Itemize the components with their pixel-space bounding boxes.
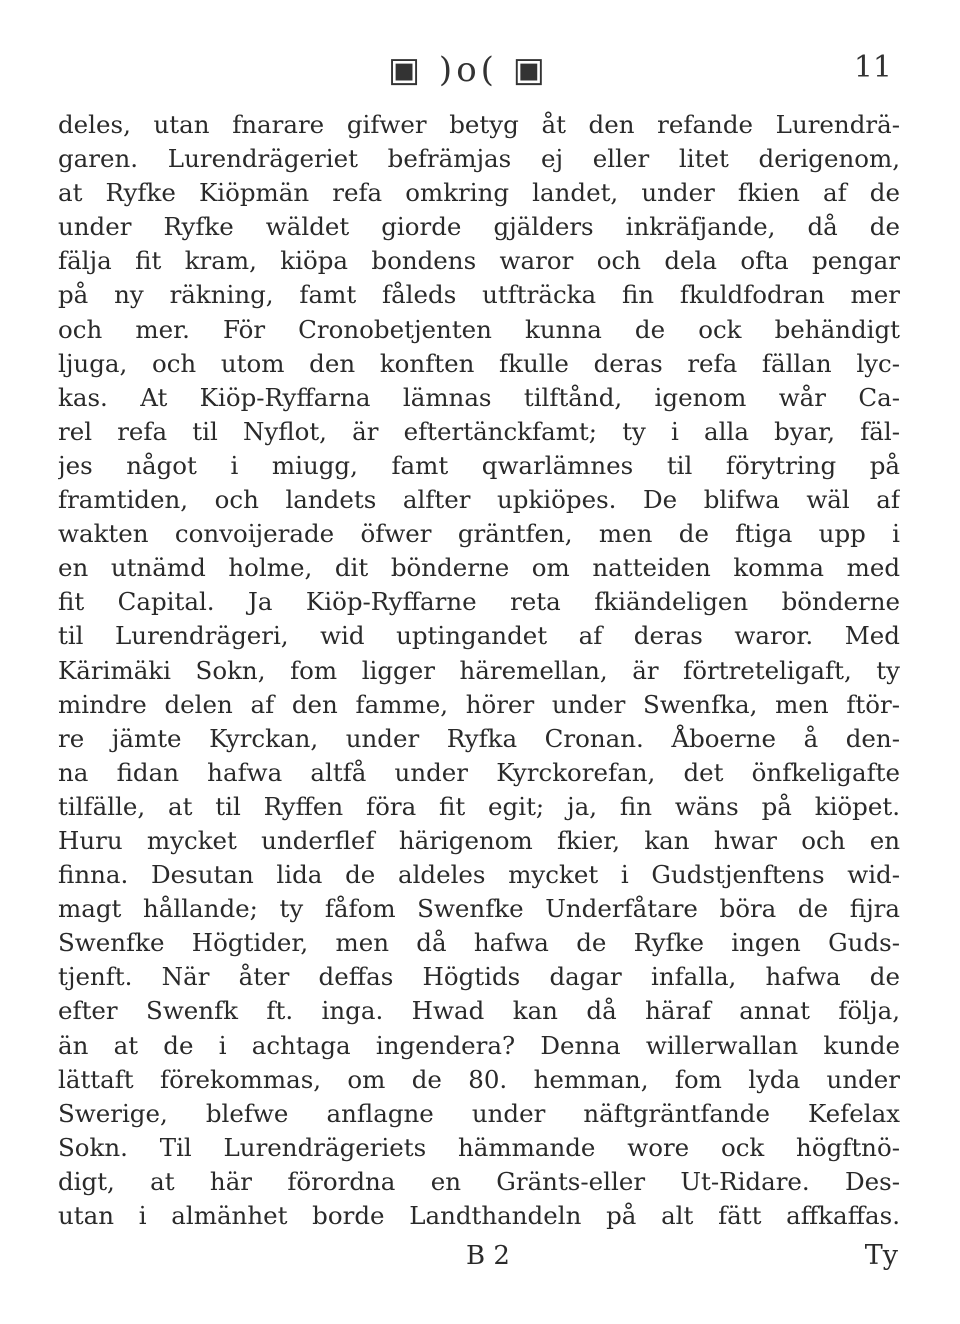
page-header xyxy=(0,46,960,96)
text-line: efter Swenfk ft. inga. Hwad kan då häraf annat följa, xyxy=(58,996,900,1026)
text-line: tilfälle, at til Ryffen föra fit egit; ja, fin wäns på kiöpet. xyxy=(58,791,900,821)
page-footer xyxy=(0,1236,960,1280)
body-text xyxy=(58,108,900,1233)
text-line: na fidan hafwa altfå under Kyrckorefan, det önfkeligafte xyxy=(58,757,900,787)
text-line: under Ryfke wäldet giorde gjälders inkräfjande, då de xyxy=(58,212,900,242)
text-line: framtiden, och landets alfter upkiöpes. De blifwa wäl af xyxy=(58,485,900,515)
text-line: kas. At Kiöp-Ryffarna lämnas tilftånd, igenom wår Ca- xyxy=(58,382,900,412)
text-line: Huru mycket underflef härigenom fkier, kan hwar och en xyxy=(58,825,900,855)
text-line: ljuga, och utom den konften fkulle deras refa fällan lyc- xyxy=(58,348,900,378)
text-line: magt hållande; ty fåfom Swenfke Underfåtare böra de fijra xyxy=(58,894,900,924)
text-line: wakten convoijerade öfwer gräntfen, men de ftiga upp i xyxy=(58,519,900,549)
header-ornament: ▣ )o( ▣ xyxy=(388,50,549,90)
text-line: Swenfke Högtider, men då hafwa de Ryfke ingen Guds- xyxy=(58,928,900,958)
text-line: jes något i miugg, famt qwarlämnes til förytring på xyxy=(58,450,900,480)
page-number: 11 xyxy=(853,50,892,85)
text-line: re jämte Kyrckan, under Ryfka Cronan. Åboerne å den- xyxy=(58,723,900,753)
text-line: på ny räkning, famt fåleds utfträcka fin fkuldfodran mer xyxy=(58,280,900,310)
text-line: fälja fit kram, kiöpa bondens waror och dela ofta pengar xyxy=(58,246,900,276)
text-line: Swerige, blefwe anflagne under näftgräntfande Kefelax xyxy=(58,1098,900,1128)
text-line: än at de i achtaga ingendera? Denna willerwallan kunde xyxy=(58,1030,900,1060)
text-line: lättaft förekommas, om de 80. hemman, fom lyda under xyxy=(58,1064,900,1094)
text-line: en utnämd holme, dit bönderne om natteiden komma med xyxy=(58,553,900,583)
text-line: utan i almänhet borde Landthandeln på alt fätt affkaffas. xyxy=(58,1201,900,1230)
text-line: tjenft. När åter deffas Högtids dagar infalla, hafwa de xyxy=(58,962,900,992)
text-line: Sokn. Til Lurendrägeriets hämmande wore ock högftnö- xyxy=(58,1132,900,1162)
text-line: Kärimäki Sokn, fom ligger häremellan, är förtreteligaft, ty xyxy=(58,655,900,685)
catchword: Ty xyxy=(864,1240,898,1271)
text-line: til Lurendrägeri, wid uptingandet af deras waror. Med xyxy=(58,621,900,651)
text-line: rel refa til Nyflot, är eftertänckfamt; ty i alla byar, fäl- xyxy=(58,416,900,446)
text-line: fit Capital. Ja Kiöp-Ryffarne reta fkiändeligen bönderne xyxy=(58,587,900,617)
text-line: mindre delen af den famme, hörer under Swenfka, men ftör- xyxy=(58,689,900,719)
signature-mark: B 2 xyxy=(466,1241,510,1271)
text-line: deles, utan fnarare gifwer betyg åt den refande Lurendrä- xyxy=(58,110,900,139)
text-line: finna. Desutan lida de aldeles mycket i Gudstjenftens wid- xyxy=(58,860,900,890)
text-line: och mer. För Cronobetjenten kunna de ock behändigt xyxy=(58,314,900,344)
text-line: digt, at här förordna en Gränts-eller Ut-Ridare. Des- xyxy=(58,1166,900,1196)
text-line: at Ryfke Kiöpmän refa omkring landet, under fkien af de xyxy=(58,178,900,208)
text-line: garen. Lurendrägeriet befrämjas ej eller litet derigenom, xyxy=(58,144,900,174)
